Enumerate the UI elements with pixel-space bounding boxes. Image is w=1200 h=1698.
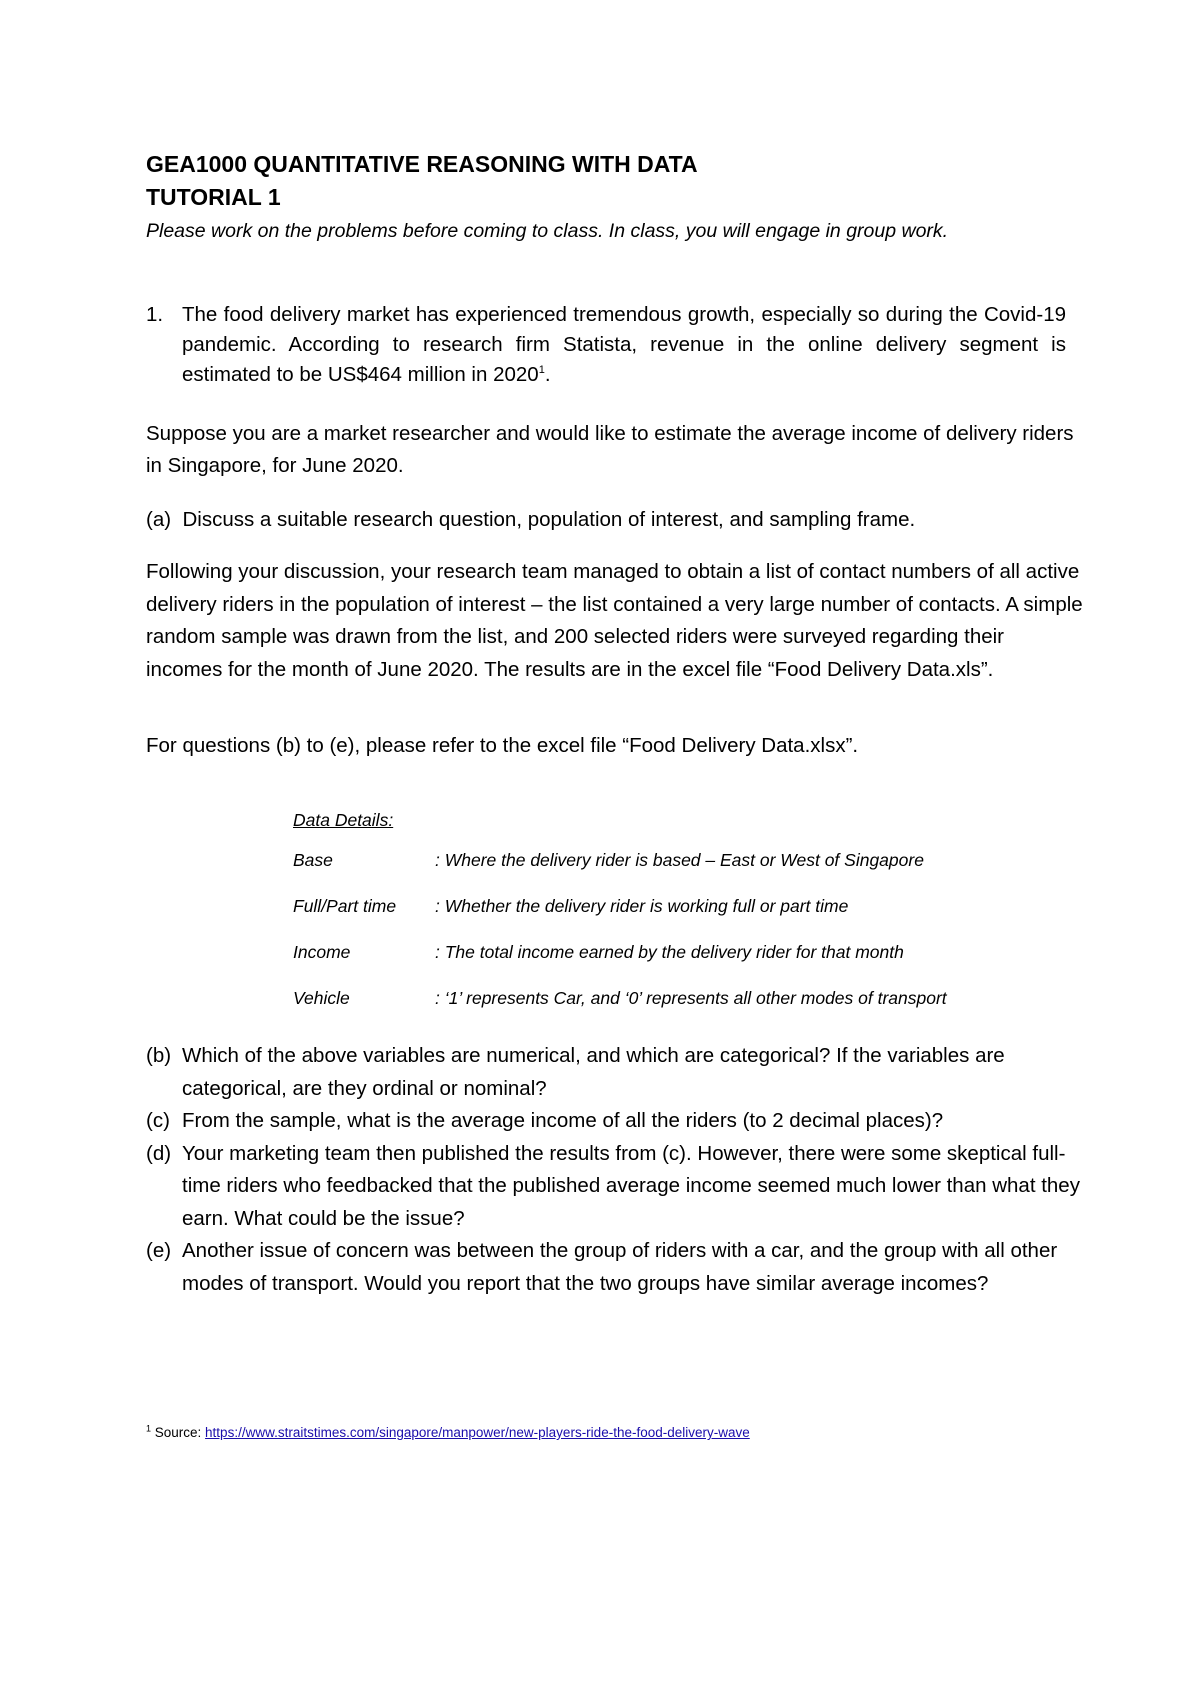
variable-name: Full/Part time — [293, 896, 397, 916]
variable-desc: : ‘1’ represents Car, and ‘0’ represents all other modes of transport — [435, 988, 947, 1008]
instructions: Please work on the problems before coming to class. In class, you will engage in group work. — [146, 220, 949, 242]
scenario-paragraph: Suppose you are a market researcher and would like to estimate the average income of delivery riders in Singapore, for June 2020. — [146, 422, 1074, 477]
variable-desc: : Where the delivery rider is based – East or West of Singapore — [435, 850, 924, 870]
variable-desc: : The total income earned by the delivery rider for that month — [435, 942, 904, 962]
part-e — [146, 1235, 1086, 1300]
data-detail-row — [293, 988, 947, 1034]
part-d — [146, 1138, 1086, 1236]
variable-name: Income — [293, 942, 351, 962]
part-label: (e) — [146, 1239, 172, 1262]
variable-name: Base — [293, 850, 333, 870]
footnote — [146, 1424, 750, 1442]
data-detail-row — [293, 942, 947, 988]
footnote-ref[interactable]: 1 — [538, 364, 545, 377]
part-label: (d) — [146, 1141, 172, 1165]
part-text: Which of the above variables are numerical, and which are categorical? If the variables are categorical, are they ordinal or nominal? — [182, 1044, 1005, 1100]
part-label: (b) — [146, 1044, 172, 1067]
course-title: GEA1000 QUANTITATIVE REASONING WITH DATA — [146, 151, 698, 177]
data-detail-row — [293, 896, 947, 942]
part-text: Another issue of concern was between the group of riders with a car, and the group with all other modes of transport. Would you report that the two groups have similar average incomes? — [182, 1239, 1058, 1295]
for-questions-paragraph: For questions (b) to (e), please refer to the excel file “Food Delivery Data.xlsx”. — [146, 734, 859, 757]
question-1-text: The food delivery market has experienced tremendous growth, especially so during the Covid-19 pandemic. According to research firm Statista, revenue in the online delivery segment is estimated to be US$464 million in 2020$^1$. — [182, 303, 1066, 386]
data-details-header: Data Details: — [293, 810, 394, 830]
variable-name: Vehicle — [293, 988, 350, 1008]
part-a-text: Discuss a suitable research question, population of interest, and sampling frame. — [182, 508, 916, 531]
part-text: Your marketing team then published the results from (c). However, there were some skeptical full-time riders who feedbacked that the published average income seemed much lower than what they earn. What could be the issue? — [182, 1141, 1080, 1230]
part-b — [146, 1040, 1086, 1105]
tutorial-title: TUTORIAL 1 — [146, 184, 281, 210]
source-link[interactable]: https://www.straitstimes.com/singapore/manpower/new-players-ride-the-food-delivery-wave — [205, 1425, 750, 1440]
question-1 — [146, 300, 1066, 390]
footnote-label: Source: — [151, 1425, 206, 1440]
part-text: From the sample, what is the average income of all the riders (to 2 decimal places)? — [182, 1109, 944, 1132]
question-parts — [146, 1040, 1086, 1300]
question-number: 1. — [146, 303, 164, 326]
part-a-label: (a) — [146, 508, 172, 531]
data-detail-row — [293, 850, 947, 896]
following-paragraph: Following your discussion, your research team managed to obtain a list of contact numbers of all active delivery riders in the population of interest – the list contained a very large number of contacts. A simple random sample was drawn from the list, and 200 selected riders were surveyed regarding their incomes for the month of June 2020. The results are in the excel file “Food Delivery Data.xls”. — [146, 560, 1083, 681]
part-c — [146, 1105, 1086, 1138]
variable-desc: : Whether the delivery rider is working full or part time — [435, 896, 849, 916]
part-a — [146, 504, 1086, 536]
part-label: (c) — [146, 1109, 170, 1132]
header — [146, 148, 698, 214]
data-details — [293, 810, 947, 1034]
footnote-mark: 1 — [146, 1423, 152, 1434]
